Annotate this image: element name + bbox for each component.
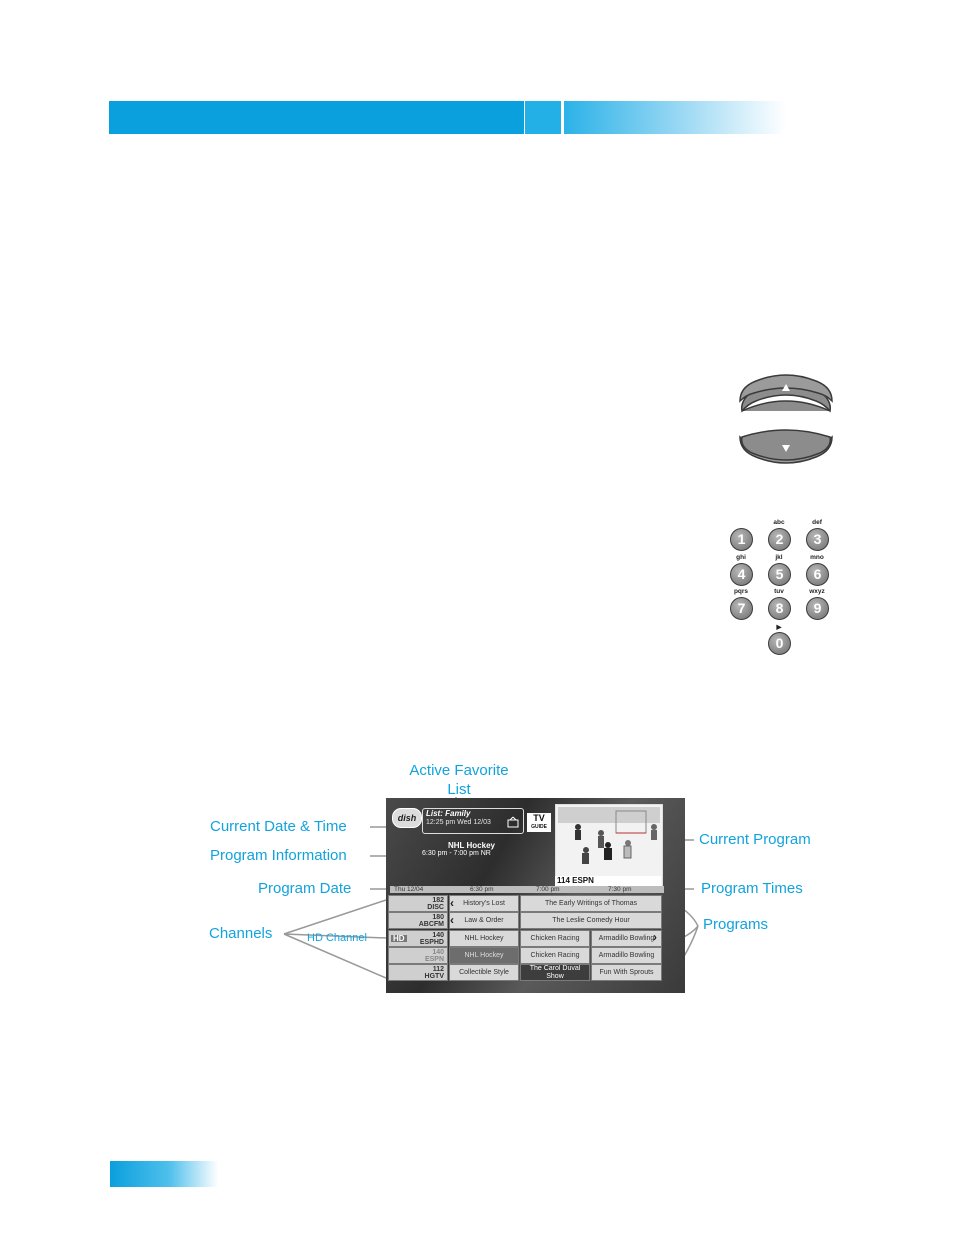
key-0-letters: ▶: [776, 624, 782, 631]
key-3-letters: def: [812, 519, 822, 526]
program-cell-r4c2[interactable]: Fun With Sprouts: [591, 964, 662, 981]
program-date: Thu 12/04: [394, 886, 424, 893]
program-cell-r3c1[interactable]: Chicken Racing: [520, 947, 590, 964]
current-channel-label: 114 ESPN: [555, 876, 661, 886]
tv-guide-logo-line2: GUIDE: [531, 824, 547, 830]
hd-badge: HD: [393, 934, 405, 943]
key-6[interactable]: 6: [806, 563, 829, 586]
key-5[interactable]: 5: [768, 563, 791, 586]
channel-row-4[interactable]: [388, 964, 448, 981]
channel-name: ESPHD: [419, 938, 444, 946]
program-cell-r3c2[interactable]: Armadillo Bowling: [591, 947, 662, 964]
lock-icon: [507, 816, 519, 828]
label-programs: Programs: [703, 916, 769, 933]
channel-row-2[interactable]: [388, 930, 448, 947]
label-active-favorite-line1: Active Favorite: [409, 762, 509, 779]
footer-bar: [110, 1161, 218, 1187]
program-cell-r2c2[interactable]: Armadillo Bowling: [591, 930, 662, 947]
label-active-favorite-line2: List: [447, 781, 471, 798]
key-7[interactable]: 7: [730, 597, 753, 620]
hockey-image: [556, 805, 662, 877]
label-channels: Channels: [209, 925, 273, 942]
key-4[interactable]: 4: [730, 563, 753, 586]
channel-number: 180: [432, 913, 444, 921]
channel-row-0[interactable]: [388, 895, 448, 912]
time-slot-3: 7:30 pm: [608, 886, 632, 893]
chevron-right-icon[interactable]: ›: [653, 930, 657, 944]
favorite-list-name: List: Family: [426, 809, 471, 818]
program-cell-r0c1[interactable]: The Early Writings of Thomas: [520, 895, 662, 912]
program-cell-r2c1[interactable]: Chicken Racing: [520, 930, 590, 947]
dish-logo: dish: [392, 808, 422, 828]
key-1[interactable]: 1: [730, 528, 753, 551]
label-program-date: Program Date: [258, 880, 352, 897]
program-title: NHL Hockey: [448, 841, 495, 850]
channel-number: 112: [432, 965, 444, 973]
key-3[interactable]: 3: [806, 528, 829, 551]
key-7-letters: pqrs: [733, 588, 749, 595]
label-program-information: Program Information: [210, 847, 347, 864]
channel-number: 140: [432, 931, 444, 939]
key-5-letters: jkl: [775, 554, 783, 561]
key-6-letters: mno: [810, 554, 824, 561]
label-current-date-time: Current Date & Time: [210, 818, 347, 835]
current-datetime: 12:25 pm Wed 12/03: [426, 819, 491, 826]
key-9[interactable]: 9: [806, 597, 829, 620]
time-slot-2: 7:00 pm: [536, 886, 560, 893]
channel-number: 140: [432, 948, 444, 956]
key-8-letters: tuv: [774, 588, 784, 595]
tv-guide-logo: [527, 813, 551, 832]
key-0[interactable]: 0: [768, 632, 791, 655]
program-cell-r3c0[interactable]: NHL Hockey: [449, 947, 519, 964]
channel-name: DISC: [427, 903, 444, 911]
tv-guide-screen: [386, 798, 685, 993]
chevron-left-icon-0[interactable]: ‹: [450, 896, 454, 910]
channel-name: ESPN: [424, 955, 444, 963]
label-program-times: Program Times: [701, 880, 803, 897]
program-cell-r4c0[interactable]: Collectible Style: [449, 964, 519, 981]
channel-number: 182: [432, 896, 444, 904]
key-9-letters: wxyz: [809, 588, 825, 595]
label-hd-channel: HD Channel: [307, 932, 367, 944]
program-cell-r1c0[interactable]: Law & Order: [449, 912, 519, 929]
key-4-letters: ghi: [736, 554, 746, 561]
program-details: 6:30 pm - 7:00 pm NR: [422, 850, 491, 857]
channel-row-3[interactable]: [388, 947, 448, 964]
label-active-favorite-list: [402, 761, 516, 799]
program-cell-r1c1[interactable]: The Leslie Comedy Hour: [520, 912, 662, 929]
chevron-left-icon-1[interactable]: ‹: [450, 913, 454, 927]
program-cell-r4c1[interactable]: The Carol Duval Show: [520, 964, 590, 981]
key-8[interactable]: 8: [768, 597, 791, 620]
channel-name: ABCFM: [418, 920, 444, 928]
key-2-letters: abc: [773, 519, 785, 526]
program-cell-r2c0[interactable]: NHL Hockey: [449, 930, 519, 947]
label-current-program: Current Program: [699, 831, 811, 848]
channel-name: HGTV: [424, 972, 444, 980]
channel-row-1[interactable]: [388, 912, 448, 929]
tv-guide-logo-line1: TV: [533, 813, 545, 823]
key-2[interactable]: 2: [768, 528, 791, 551]
time-slot-1: 6:30 pm: [470, 886, 494, 893]
program-cell-r0c0[interactable]: History's Lost: [449, 895, 519, 912]
